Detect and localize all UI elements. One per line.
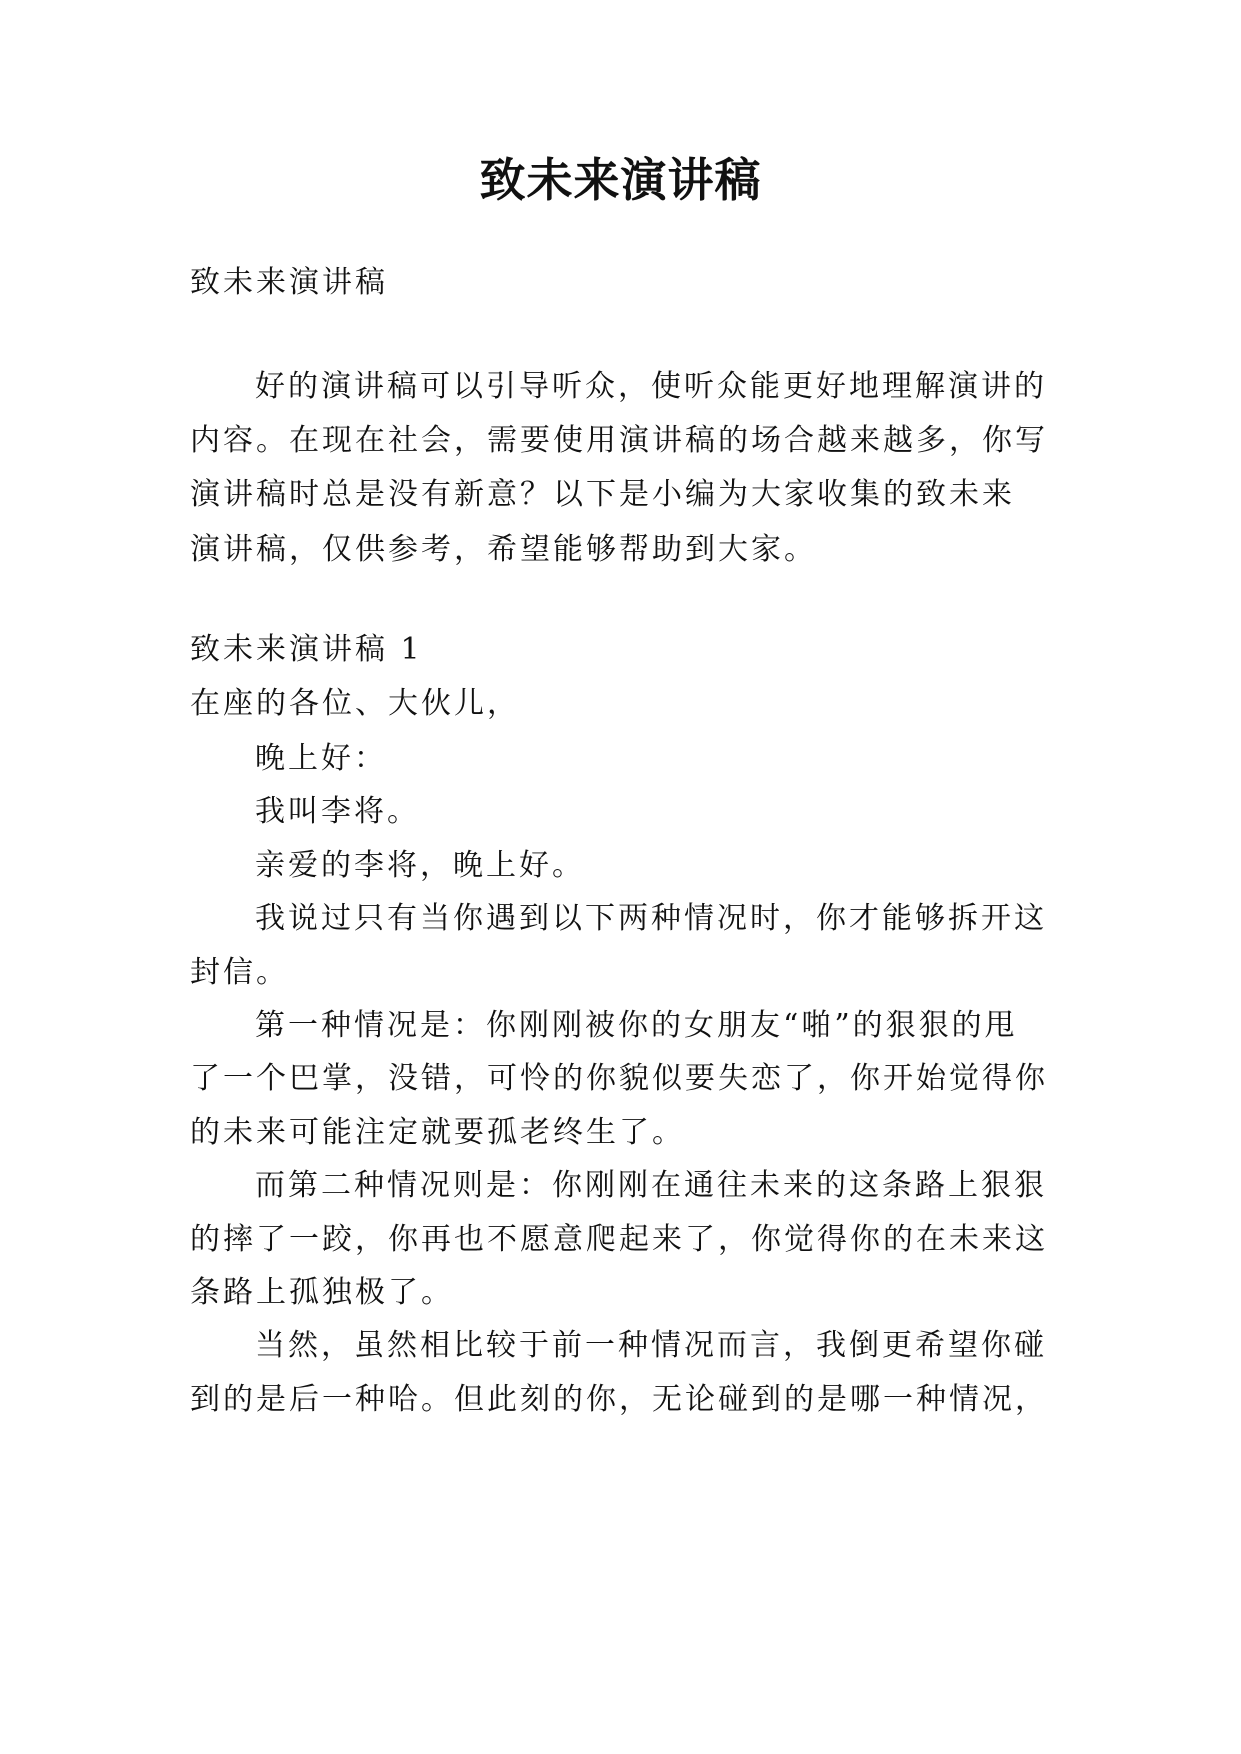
body-line-4: 我说过只有当你遇到以下两种情况时，你才能够拆开这 xyxy=(255,901,1047,936)
intro-line-4: 演讲稿，仅供参考，希望能够帮助到大家。 xyxy=(190,532,817,567)
body-line-7: 了一个巴掌，没错，可怜的你貌似要失恋了，你开始觉得你 xyxy=(190,1061,1048,1096)
subtitle-line: 致未来演讲稿 xyxy=(190,265,388,300)
intro-line-1: 好的演讲稿可以引导听众，使听众能更好地理解演讲的 xyxy=(255,369,1047,404)
body-line-13: 到的是后一种哈。但此刻的你，无论碰到的是哪一种情况， xyxy=(190,1382,1048,1417)
section-heading: 致未来演讲稿 1 xyxy=(190,632,423,667)
body-line-1: 晚上好： xyxy=(255,741,387,776)
body-line-5: 封信。 xyxy=(190,955,289,990)
body-line-6: 第一种情况是：你刚刚被你的女朋友“啪”的狠狠的甩 xyxy=(255,1008,1018,1043)
body-line-3: 亲爱的李将，晚上好。 xyxy=(255,848,585,883)
body-line-10: 的摔了一跤，你再也不愿意爬起来了，你觉得你的在未来这 xyxy=(190,1222,1048,1257)
greeting-line: 在座的各位、大伙儿， xyxy=(190,686,520,721)
body-line-11: 条路上孤独极了。 xyxy=(190,1275,454,1310)
intro-line-2: 内容。在现在社会，需要使用演讲稿的场合越来越多，你写 xyxy=(190,423,1048,458)
body-line-12: 当然，虽然相比较于前一种情况而言，我倒更希望你碰 xyxy=(255,1328,1047,1363)
body-line-9: 而第二种情况则是：你刚刚在通往未来的这条路上狠狠 xyxy=(255,1168,1047,1203)
body-line-8: 的未来可能注定就要孤老终生了。 xyxy=(190,1115,685,1150)
body-line-2: 我叫李将。 xyxy=(255,794,420,829)
intro-line-3: 演讲稿时总是没有新意？以下是小编为大家收集的致未来 xyxy=(190,477,1015,512)
document-title: 致未来演讲稿 xyxy=(479,153,762,207)
